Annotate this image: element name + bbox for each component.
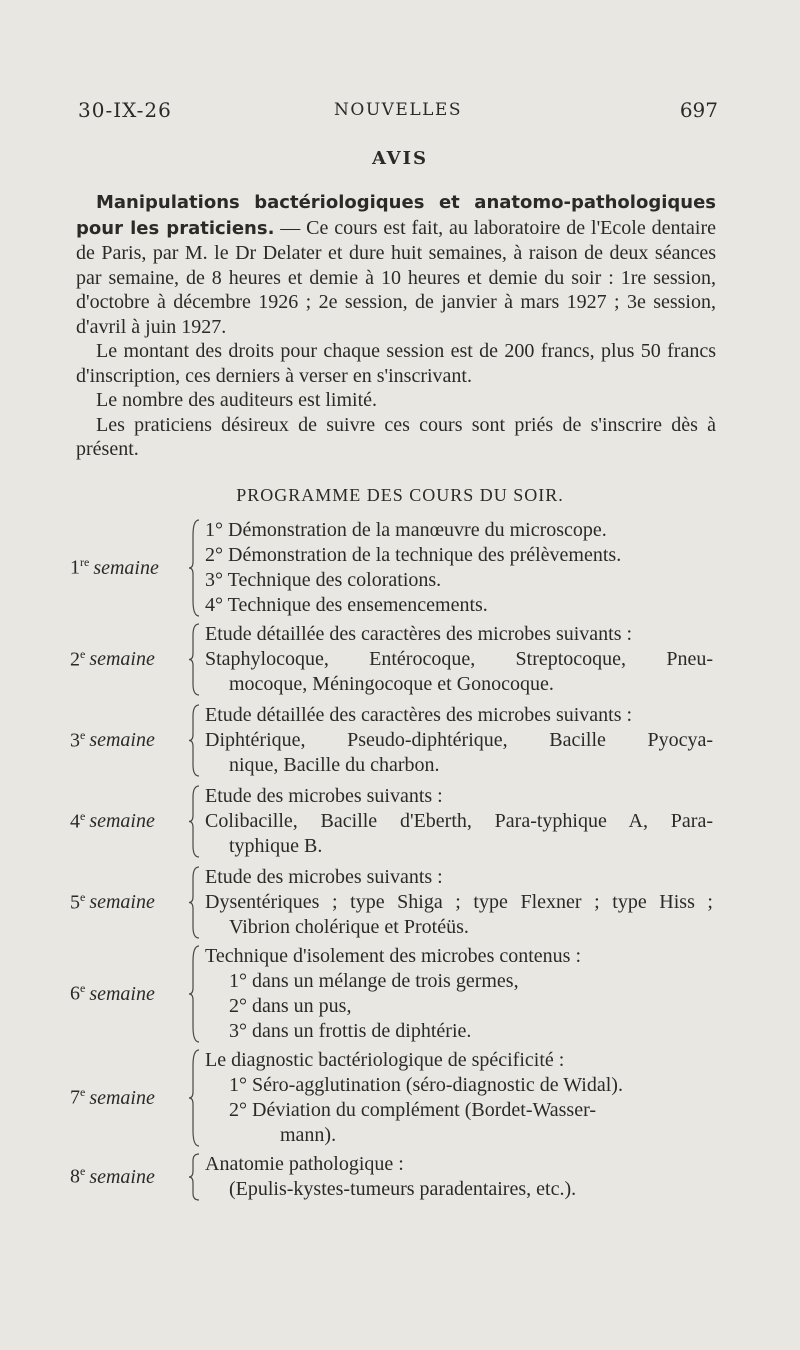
week-line: 1° Séro-agglutination (séro-diagnostic de Widal).: [229, 1074, 623, 1096]
curly-brace-icon: [188, 1048, 202, 1148]
week-block: [70, 518, 720, 618]
intro-paragraph-4: Les praticiens désireux de suivre ces cours sont priés de s'inscrire dès à présent.: [76, 413, 716, 460]
week-line: Diphtérique, Pseudo-diphtérique, Bacille Pyocya-: [205, 729, 713, 751]
week-line: Vibrion cholérique et Protéüs.: [229, 916, 469, 938]
intro-paragraph-1: [76, 190, 716, 339]
week-word: semaine: [89, 729, 155, 752]
week-ordinal-suffix: e: [80, 646, 86, 661]
week-label: [70, 1085, 180, 1110]
page-number: 697: [679, 98, 718, 122]
week-block: [70, 944, 720, 1044]
week-block: [70, 622, 720, 697]
week-word: semaine: [89, 810, 155, 833]
week-content: [205, 784, 713, 859]
week-block: [70, 1152, 720, 1202]
week-line: Technique d'isolement des microbes contenus :: [205, 945, 581, 967]
week-word: semaine: [89, 982, 155, 1005]
curly-brace-icon: [188, 703, 202, 778]
week-line: 1° dans un mélange de trois germes,: [229, 970, 519, 992]
week-word: semaine: [93, 556, 159, 579]
week-line: Etude des microbes suivants :: [205, 866, 443, 888]
week-word: semaine: [89, 891, 155, 914]
week-number: 5: [70, 891, 80, 914]
week-line: Staphylocoque, Entérocoque, Streptocoque, Pneu-: [205, 648, 713, 670]
week-label: [70, 890, 180, 915]
week-word: semaine: [89, 1086, 155, 1109]
header-section: NOUVELLES: [334, 100, 462, 120]
curly-brace-icon: [188, 944, 202, 1044]
week-ordinal-suffix: e: [80, 727, 86, 742]
week-line: 3° Technique des colorations.: [205, 569, 442, 591]
week-label: [70, 809, 180, 834]
week-block: [70, 1048, 720, 1148]
week-label: [70, 555, 180, 580]
week-number: 7: [70, 1086, 80, 1109]
week-ordinal-suffix: e: [80, 1085, 86, 1099]
week-number: 3: [70, 729, 80, 752]
week-block: [70, 865, 720, 940]
week-line: 2° Démonstration de la technique des prélèvements.: [205, 544, 622, 566]
week-line: typhique B.: [229, 835, 323, 857]
curly-brace-icon: [188, 622, 202, 697]
week-line: mocoque, Méningocoque et Gonocoque.: [229, 673, 554, 695]
week-content: [205, 865, 713, 940]
week-line: 3° dans un frottis de diphtérie.: [229, 1020, 472, 1042]
week-line: Colibacille, Bacille d'Eberth, Para-typhique A, Para-: [205, 810, 713, 832]
week-word: semaine: [89, 1165, 155, 1188]
week-line: 2° Déviation du complément (Bordet-Wasser-: [229, 1099, 596, 1121]
week-line: Etude détaillée des caractères des microbes suivants :: [205, 623, 633, 645]
week-ordinal-suffix: re: [80, 555, 90, 569]
week-label: [70, 981, 180, 1006]
header-date: 30-IX-26: [78, 98, 172, 122]
week-line: Etude des microbes suivants :: [205, 785, 443, 807]
week-line: 4° Technique des ensemencements.: [205, 594, 488, 616]
week-line: mann).: [280, 1124, 337, 1146]
curly-brace-icon: [188, 518, 202, 618]
week-content: [205, 1048, 713, 1148]
week-word: semaine: [89, 648, 155, 671]
week-line: (Epulis-kystes-tumeurs paradentaires, etc.).: [229, 1178, 577, 1200]
notice-title: AVIS: [371, 148, 429, 169]
week-line: Dysentériques ; type Shiga ; type Flexner ; type Hiss ;: [205, 891, 713, 913]
curly-brace-icon: [188, 1152, 202, 1202]
week-label: [70, 1164, 180, 1189]
week-ordinal-suffix: e: [80, 981, 86, 995]
week-number: 2: [70, 648, 80, 671]
curly-brace-icon: [188, 865, 202, 940]
week-ordinal-suffix: e: [80, 1164, 86, 1178]
week-label: [70, 647, 180, 672]
week-line: 1° Démonstration de la manœuvre du microscope.: [205, 519, 607, 541]
week-content: [205, 703, 713, 778]
intro-body: — Ce cours est fait, au laboratoire de l'Ecole dentaire de Paris, par M. le Dr Delater et dure huit semaines, à raison de deux séances par semaine, de 8 heures et demie à 10 heures et demie du soir : 1re session, d'octobre à décembre 1926 ; 2e session, de janvier à mars 1927 ; 3e session, d'avril à juin 1927.: [76, 216, 716, 338]
running-header: [78, 98, 718, 128]
intro-paragraph-2: Le montant des droits pour chaque session est de 200 francs, plus 50 francs d'inscription, ces derniers à verser en s'inscrivant.: [76, 340, 716, 387]
week-block: [70, 703, 720, 778]
week-block: [70, 784, 720, 859]
curly-brace-icon: [188, 784, 202, 859]
week-label: [70, 728, 180, 753]
program-title: PROGRAMME DES COURS DU SOIR.: [236, 485, 564, 505]
week-line: Etude détaillée des caractères des microbes suivants :: [205, 704, 633, 726]
week-ordinal-suffix: e: [80, 889, 86, 904]
week-content: [205, 944, 713, 1044]
week-content: [205, 518, 713, 618]
week-number: 1: [70, 556, 80, 579]
week-line: 2° dans un pus,: [229, 995, 352, 1017]
week-line: Le diagnostic bactériologique de spécificité :: [205, 1049, 565, 1071]
week-number: 6: [70, 982, 80, 1005]
week-ordinal-suffix: e: [80, 808, 86, 823]
week-number: 8: [70, 1165, 80, 1188]
week-line: nique, Bacille du charbon.: [229, 754, 440, 776]
intro-paragraph-3: Le nombre des auditeurs est limité.: [96, 389, 378, 411]
week-content: [205, 622, 713, 697]
week-number: 4: [70, 810, 80, 833]
week-content: [205, 1152, 713, 1202]
week-line: Anatomie pathologique :: [205, 1153, 404, 1175]
intro-bold-lead: Manipulations bactériologiques et anatomo-pathologiques pour les praticiens.: [76, 192, 716, 239]
intro-text: [76, 190, 716, 462]
